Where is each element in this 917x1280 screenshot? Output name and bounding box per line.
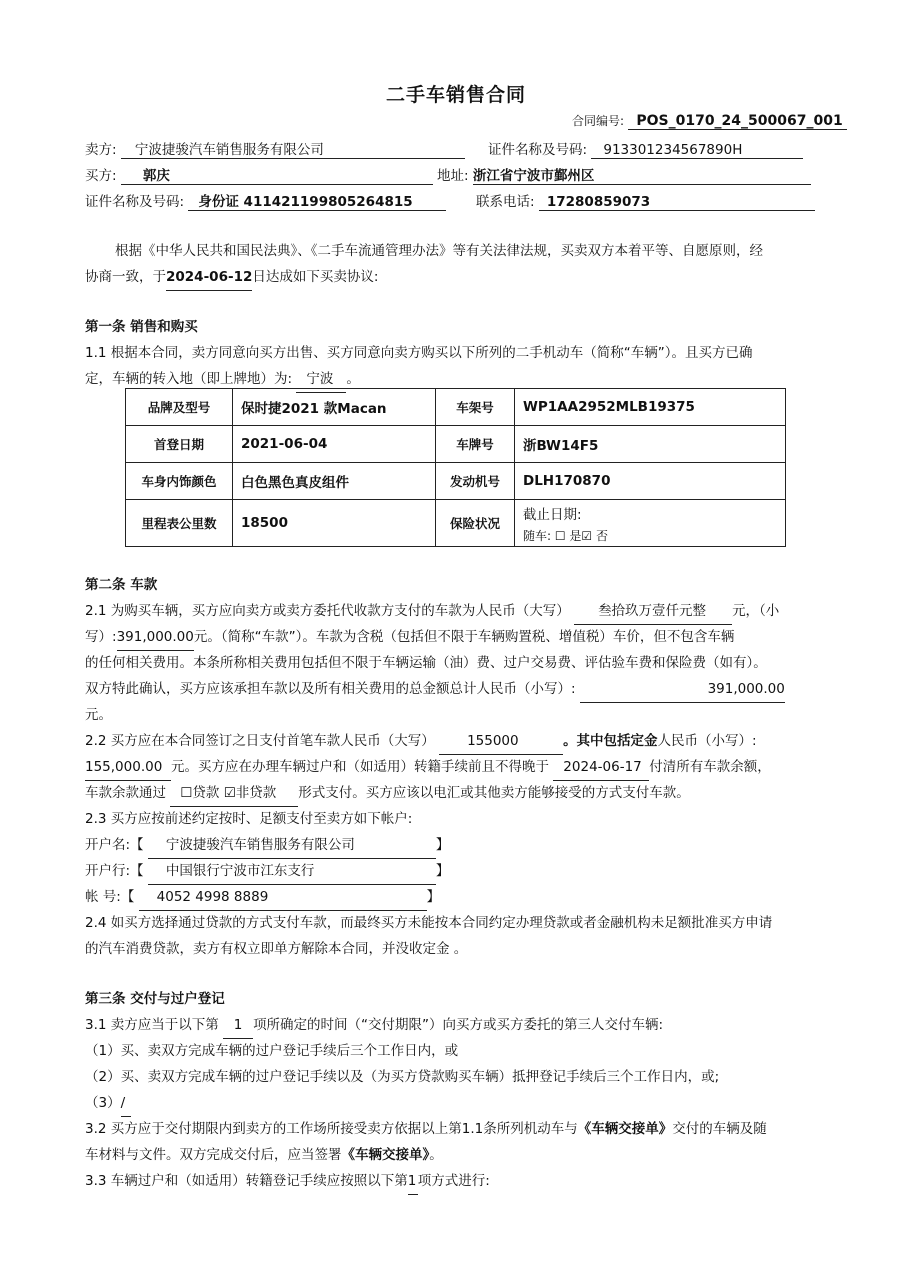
reg-date-label: 首登日期: [126, 426, 233, 463]
art3-text: 3.1 卖方应当于以下第: [85, 1017, 219, 1033]
buyer-label: 买方:: [85, 168, 117, 184]
art2-text: 2.1 为购买车辆，买方应向卖方或卖方委托代收款方支付的车款为人民币（大写）: [85, 603, 570, 619]
seller-label: 卖方:: [85, 142, 117, 158]
mileage-label: 里程表公里数: [126, 500, 233, 547]
art2-text: 人民币（小写）:: [657, 733, 757, 749]
contract-number-label: 合同编号:: [572, 114, 625, 128]
phone-label: 联系电话:: [476, 194, 535, 210]
art2-text: 元。（简称“车款”）。车款为含税（包括但不限于车辆购置税、增值税）车价，但不包含车辆: [193, 629, 735, 645]
art2-text: 2.2 买方应在本合同签订之日支付首笔车款人民币（大写）: [85, 733, 435, 749]
handover-form-name: 《车辆交接单》: [341, 1147, 430, 1163]
brand-label: 品牌及型号: [126, 389, 233, 426]
table-row: [126, 426, 786, 463]
insurance-value: [515, 500, 786, 547]
seller-cert-label: 证件名称及号码:: [488, 142, 588, 158]
delivery-item-number: 1: [223, 1012, 253, 1039]
due-date: 2024-06-17: [553, 754, 649, 781]
first-payment-chinese: 155000: [439, 728, 563, 755]
intro-line-1: 根据《中华人民共和国民法典》、《二手车流通管理办法》等有关法律法规，买卖双方本着平等、自愿原则，经: [115, 243, 763, 259]
art3-line-1: [85, 1012, 835, 1039]
account-number-label: 帐 号:【: [85, 889, 135, 905]
buyer-phone: 17280859073: [539, 194, 815, 211]
art3-text: 。: [429, 1147, 443, 1163]
vin-label: 车架号: [436, 389, 515, 426]
art3-line-3: （2）买、卖双方完成车辆的过户登记手续以及（为买方贷款购买车辆）抵押登记手续后三个工作日内，或;: [85, 1069, 720, 1085]
art3-text: （3）: [85, 1095, 121, 1111]
art2-text: 付清所有车款余额，: [649, 759, 771, 775]
bracket-close: 】: [435, 863, 450, 879]
bracket-close: 】: [426, 889, 441, 905]
buyer-cert-label: 证件名称及号码:: [85, 194, 185, 210]
article-2-heading: 第二条 车款: [85, 577, 158, 593]
vin-value: WP1AA2952MLB19375: [515, 389, 786, 426]
color-label: 车身内饰颜色: [126, 463, 233, 500]
buyer-cert-row: [85, 190, 446, 211]
article-3-heading: 第三条 交付与过户登记: [85, 991, 225, 1007]
art2-text: 形式支付。买方应该以电汇或其他卖方能够接受的方式支付车款。: [298, 785, 690, 801]
account-number-row: [85, 884, 835, 911]
art2-line-1: [85, 598, 835, 625]
registration-city: 宁波: [296, 366, 346, 393]
art3-text: 交付的车辆及随: [672, 1121, 767, 1137]
art2-line-9: 2.3 买方应按前述约定按时、足额支付至卖方如下帐户:: [85, 811, 413, 827]
table-row: [126, 463, 786, 500]
art2-line-10: 2.4 如买方选择通过贷款的方式支付车款，而最终买方未能按本合同约定办理贷款或者金融机构未足额批准买方申请: [85, 915, 773, 931]
art2-line-5: 元。: [85, 707, 112, 723]
amount-chinese: 叁拾玖万壹仟元整: [574, 598, 732, 625]
handover-form-name: 《车辆交接单》: [577, 1121, 673, 1137]
first-payment-number: 155,000.00: [85, 754, 171, 781]
intro-text-end: 日达成如下买卖协议:: [252, 269, 379, 285]
art3-text: 3.3 车辆过户和（如适用）转籍登记手续应按照以下第: [85, 1173, 408, 1189]
art2-text: 。其中包括定金: [563, 733, 658, 749]
contract-title: 二手车销售合同: [386, 84, 527, 106]
seller-row: [85, 138, 465, 159]
option-3-value: /: [121, 1090, 131, 1117]
total-amount: 391,000.00: [580, 676, 785, 703]
art3-line-5: [85, 1116, 835, 1142]
amount-number: 391,000.00: [117, 624, 194, 651]
art3-line-6: [85, 1142, 835, 1168]
contract-number: POS_0170_24_500067_001: [628, 113, 846, 130]
account-bank: 中国银行宁波市江东支行: [148, 858, 436, 885]
art2-text: 车款余款通过: [85, 785, 166, 801]
intro-line-2: [85, 264, 835, 291]
color-value: 白色黑色真皮组件: [233, 463, 436, 500]
reg-date-value: 2021-06-04: [233, 426, 436, 463]
buyer-cert: 身份证 411421199805264815: [188, 190, 446, 211]
art3-text: 项方式进行:: [417, 1173, 490, 1189]
engine-label: 发动机号: [436, 463, 515, 500]
art2-text: 元，（小: [732, 603, 780, 619]
art2-text: 双方特此确认，买方应该承担车款以及所有相关费用的总金额总计人民币（小写）:: [85, 681, 576, 697]
brand-value: 保时捷2021 款Macan: [233, 389, 436, 426]
account-name-row: [85, 832, 835, 859]
art2-line-2: [85, 624, 835, 651]
plate-label: 车牌号: [436, 426, 515, 463]
art2-text: 元。买方应在办理车辆过户和（如适用）转籍手续前且不得晚于: [171, 759, 549, 775]
art2-text: 写）:: [85, 629, 117, 645]
art1-text-end: 。: [346, 371, 360, 387]
contract-number-row: [572, 112, 847, 130]
vehicle-spec-table: [125, 388, 786, 547]
phone-row: [476, 190, 815, 211]
art2-line-3: 的任何相关费用。本条所称相关费用包括但不限于车辆运输（油）费、过户交易费、评估验车费和保险费（如有）。: [85, 655, 767, 671]
transfer-item-number: 1: [408, 1168, 418, 1195]
art2-line-4: [85, 676, 835, 703]
buyer-address: 浙江省宁波市鄞州区: [473, 164, 811, 185]
bracket-close: 】: [435, 837, 450, 853]
art1-line-1: 1.1 根据本合同，卖方同意向买方出售、买方同意向卖方购买以下所列的二手机动车（简称“车辆”）。且买方已确: [85, 345, 753, 361]
payment-method: ☐贷款 ☑非贷款: [170, 780, 298, 807]
art3-text: 3.2 买方应于交付期限内到卖方的工作场所接受卖方依据以上第1.1条所列机动车与: [85, 1121, 578, 1137]
art3-text: 车材料与文件。双方完成交付后，应当签署: [85, 1147, 342, 1163]
art2-line-11: 的汽车消费贷款，卖方有权立即单方解除本合同，并没收定金 。: [85, 941, 468, 957]
account-name-label: 开户名:【: [85, 837, 144, 853]
art3-line-7: [85, 1168, 835, 1195]
insurance-end-date: 截止日期:: [523, 506, 582, 523]
address-label: 地址:: [437, 168, 469, 184]
account-bank-row: [85, 858, 835, 885]
seller-cert: 913301234567890H: [591, 142, 803, 159]
table-row: [126, 500, 786, 547]
account-number: 4052 4998 8889: [139, 884, 427, 911]
art3-text: 项所确定的时间（“交付期限”）向买方或买方委托的第三人交付车辆:: [253, 1017, 664, 1033]
plate-value: 浙BW14F5: [515, 426, 786, 463]
buyer-row: [85, 164, 433, 185]
buyer-name: 郭庆: [121, 164, 433, 185]
article-1-heading: 第一条 销售和购买: [85, 319, 198, 335]
account-name: 宁波捷骏汽车销售服务有限公司: [148, 832, 436, 859]
table-row: [126, 389, 786, 426]
art2-line-7: [85, 754, 835, 781]
insurance-with-car: 随车: ☐ 是☑ 否: [523, 528, 609, 543]
account-bank-label: 开户行:【: [85, 863, 144, 879]
engine-value: DLH170870: [515, 463, 786, 500]
sign-date: 2024-06-12: [166, 264, 252, 291]
seller-name: 宁波捷骏汽车销售服务有限公司: [121, 138, 465, 159]
seller-cert-row: [488, 138, 803, 159]
address-row: [437, 164, 811, 185]
mileage-value: 18500: [233, 500, 436, 547]
art2-line-8: [85, 780, 835, 807]
art3-line-2: （1）买、卖双方完成车辆的过户登记手续后三个工作日内，或: [85, 1043, 459, 1059]
intro-text: 协商一致，于: [85, 269, 166, 285]
art2-line-6: [85, 728, 835, 755]
art3-line-4: [85, 1090, 835, 1117]
insurance-label: 保险状况: [436, 500, 515, 547]
art1-text: 定，车辆的转入地（即上牌地）为:: [85, 371, 293, 387]
